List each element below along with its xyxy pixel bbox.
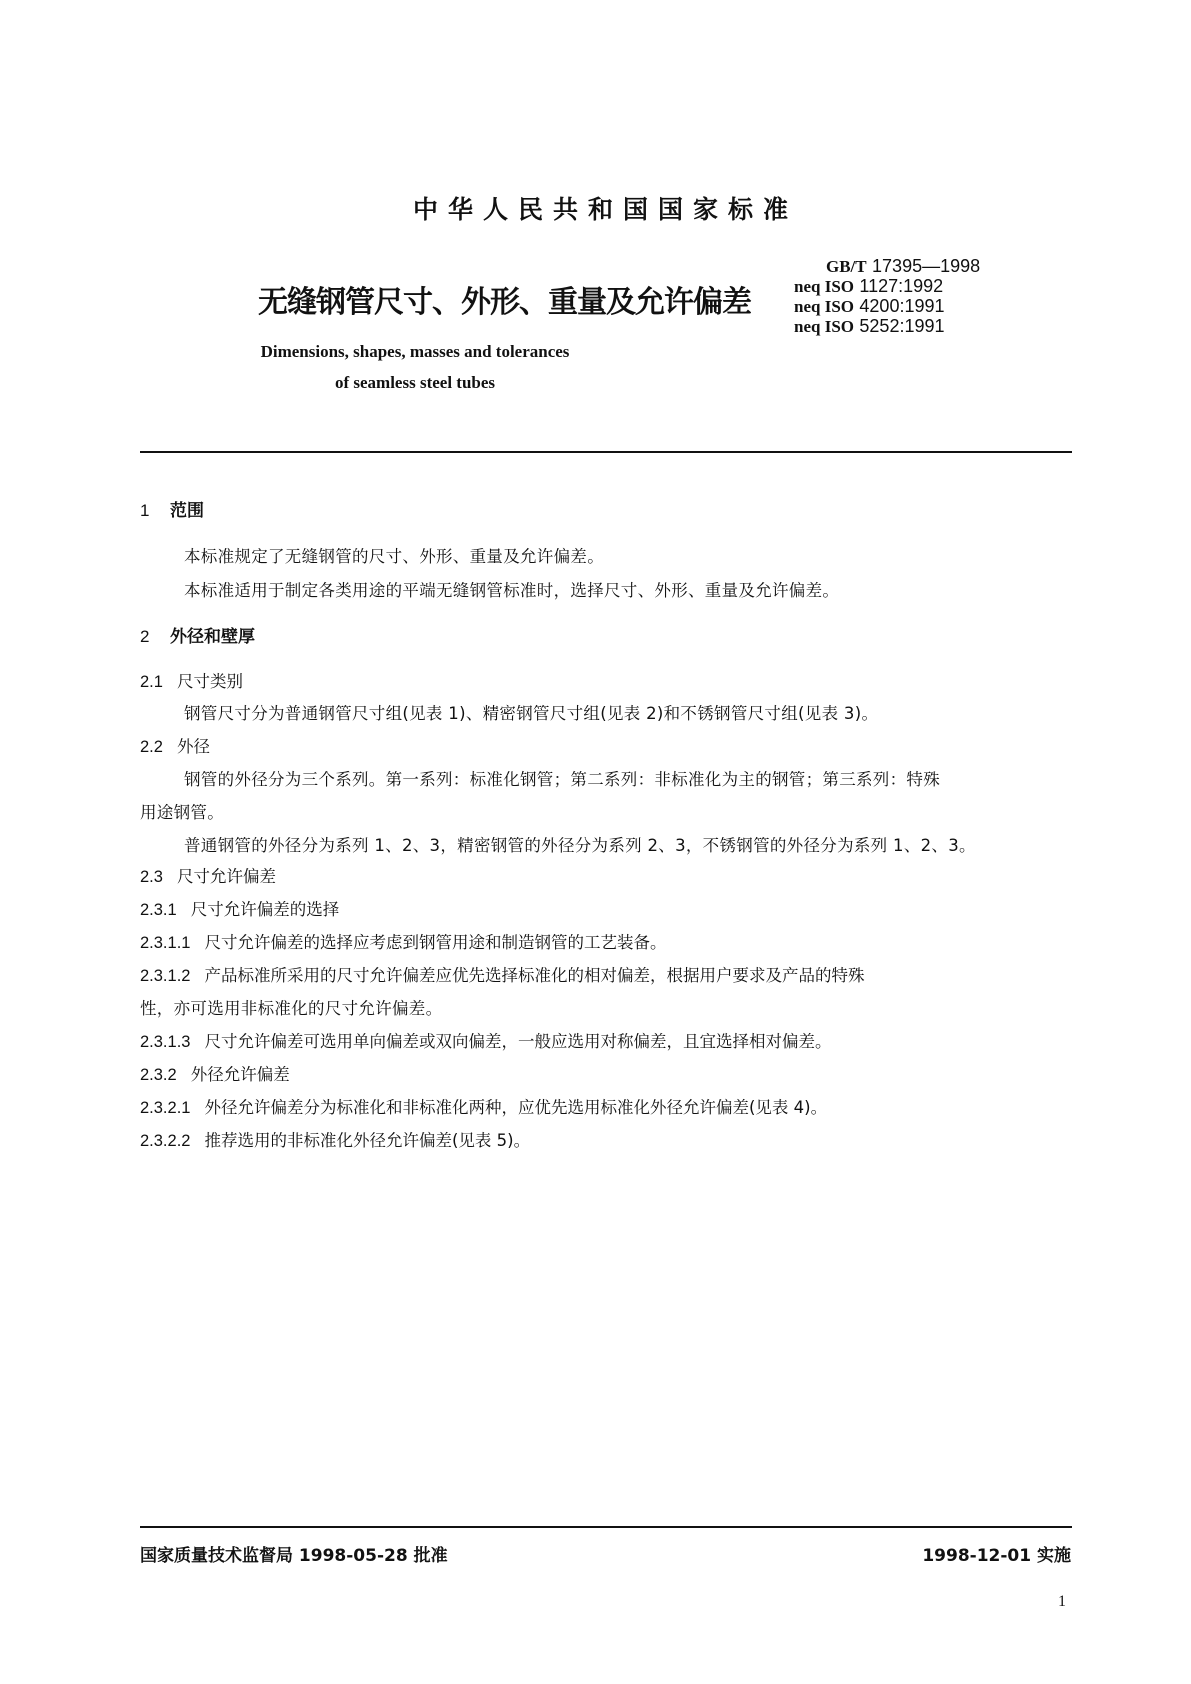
national-standard-heading: 中华人民共和国国家标准	[412, 195, 798, 224]
document-title-cn: 无缝钢管尺寸、外形、重量及允许偏差	[258, 285, 751, 320]
paragraph: 本标准适用于制定各类用途的平端无缝钢管标准时，选择尺寸、外形、重量及允许偏差。	[184, 581, 840, 600]
document-title-en: Dimensions, shapes, masses and tolerances of seamless steel tubes	[260, 342, 570, 392]
effective-date: 1998-12-01 实施	[922, 1546, 1071, 1566]
subsection-2-3-1: 2.3.1 尺寸允许偏差的选择	[140, 900, 340, 919]
clause-2-3-1-1: 2.3.1.1 尺寸允许偏差的选择应考虑到钢管用途和制造钢管的工艺装备。	[140, 933, 667, 952]
code-row: GB/T 17395—1998	[826, 256, 981, 276]
subsection-2-2: 2.2 外径	[140, 737, 210, 756]
clause-2-3-2-1: 2.3.2.1 外径允许偏差分为标准化和非标准化两种，应优先选用标准化外径允许偏差(见表 4)。	[140, 1098, 828, 1117]
paragraph-continuation: 用途钢管。	[140, 803, 224, 822]
page-number: 1	[1058, 1593, 1066, 1610]
subsection-2-3-2: 2.3.2 外径允许偏差	[140, 1065, 290, 1084]
clause-2-3-1-2: 2.3.1.2 产品标准所采用的尺寸允许偏差应优先选择标准化的相对偏差，根据用户要求及产品的特殊	[140, 966, 865, 985]
clause-2-3-2-2: 2.3.2.2 推荐选用的非标准化外径允许偏差(见表 5)。	[140, 1131, 531, 1150]
section-heading-1: 1 范围	[140, 501, 204, 521]
clause-2-3-1-3: 2.3.1.3 尺寸允许偏差可选用单向偏差或双向偏差，一般应选用对称偏差，且宜选择相对偏差。	[140, 1032, 832, 1051]
paragraph-continuation: 性，亦可选用非标准化的尺寸允许偏差。	[140, 999, 443, 1018]
paragraph: 本标准规定了无缝钢管的尺寸、外形、重量及允许偏差。	[184, 547, 604, 566]
paragraph: 钢管尺寸分为普通钢管尺寸组(见表 1)、精密钢管尺寸组(见表 2)和不锈钢管尺寸组(见表 3)。	[184, 704, 879, 723]
footer-divider	[140, 1526, 1072, 1528]
section-heading-2: 2 外径和壁厚	[140, 627, 255, 647]
standard-codes	[794, 257, 980, 337]
header-divider	[140, 451, 1072, 453]
code-row: neq ISO 1127:1992	[794, 276, 944, 296]
approval-info: 国家质量技术监督局 1998-05-28 批准	[140, 1546, 448, 1566]
paragraph: 钢管的外径分为三个系列。第一系列：标准化钢管；第二系列：非标准化为主的钢管；第三系列：特殊	[184, 770, 940, 789]
code-row: neq ISO 5252:1991	[794, 316, 945, 336]
code-row: neq ISO 4200:1991	[794, 296, 945, 316]
subsection-2-3: 2.3 尺寸允许偏差	[140, 867, 276, 886]
subsection-2-1: 2.1 尺寸类别	[140, 672, 243, 691]
paragraph: 普通钢管的外径分为系列 1、2、3，精密钢管的外径分为系列 2、3，不锈钢管的外径分为系列 1、2、3。	[184, 836, 976, 855]
